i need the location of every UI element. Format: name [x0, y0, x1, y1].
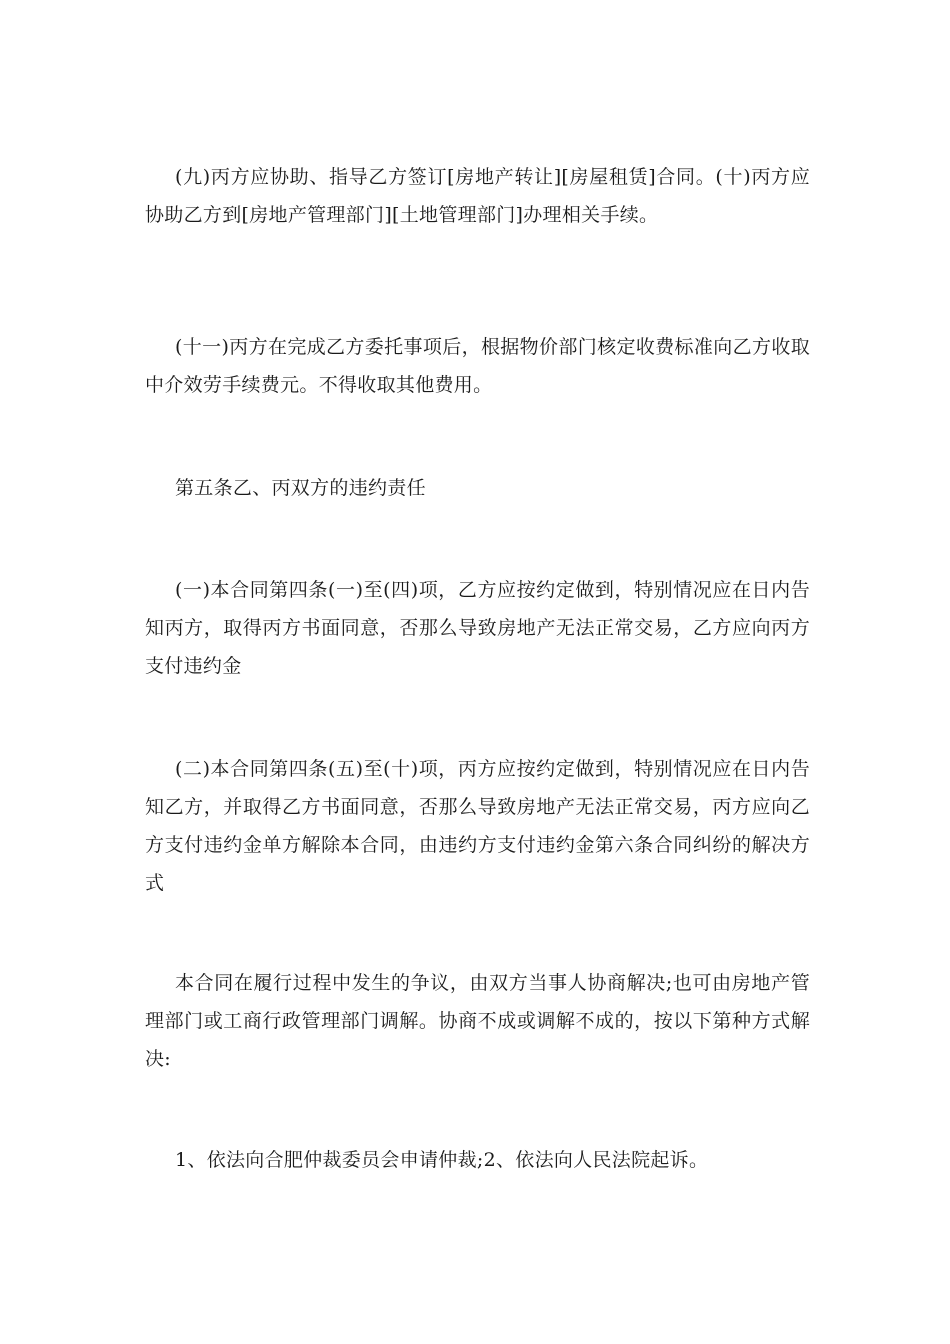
- paragraph-breach-party-b: (一)本合同第四条(一)至(四)项，乙方应按约定做到，特别情况应在日内告知丙方，取得丙方书面同意，否那么导致房地产无法正常交易，乙方应向丙方支付违约金: [145, 579, 810, 677]
- article-5-heading: 第五条乙、丙双方的违约责任: [175, 477, 426, 499]
- paragraph-dispute-resolution: 本合同在履行过程中发生的争议，由双方当事人协商解决;也可由房地产管理部门或工商行政管理部门调解。协商不成或调解不成的，按以下第种方式解决:: [145, 972, 810, 1070]
- paragraph-breach-party-c: (二)本合同第四条(五)至(十)项，丙方应按约定做到，特别情况应在日内告知乙方，并取得乙方书面同意，否那么导致房地产无法正常交易，丙方应向乙方支付违约金单方解除本合同，由违约方支付违约金第六条合同纠纷的解决方式: [145, 758, 810, 894]
- paragraph-resolution-options: 1、依法向合肥仲裁委员会申请仲裁;2、依法向人民法院起诉。: [175, 1149, 709, 1171]
- paragraph-item-11: (十一)丙方在完成乙方委托事项后，根据物价部门核定收费标准向乙方收取中介效劳手续费元。不得收取其他费用。: [145, 336, 810, 396]
- paragraph-item-9-10: (九)丙方应协助、指导乙方签订[房地产转让][房屋租赁]合同。(十)丙方应协助乙方到[房地产管理部门][土地管理部门]办理相关手续。: [145, 166, 810, 226]
